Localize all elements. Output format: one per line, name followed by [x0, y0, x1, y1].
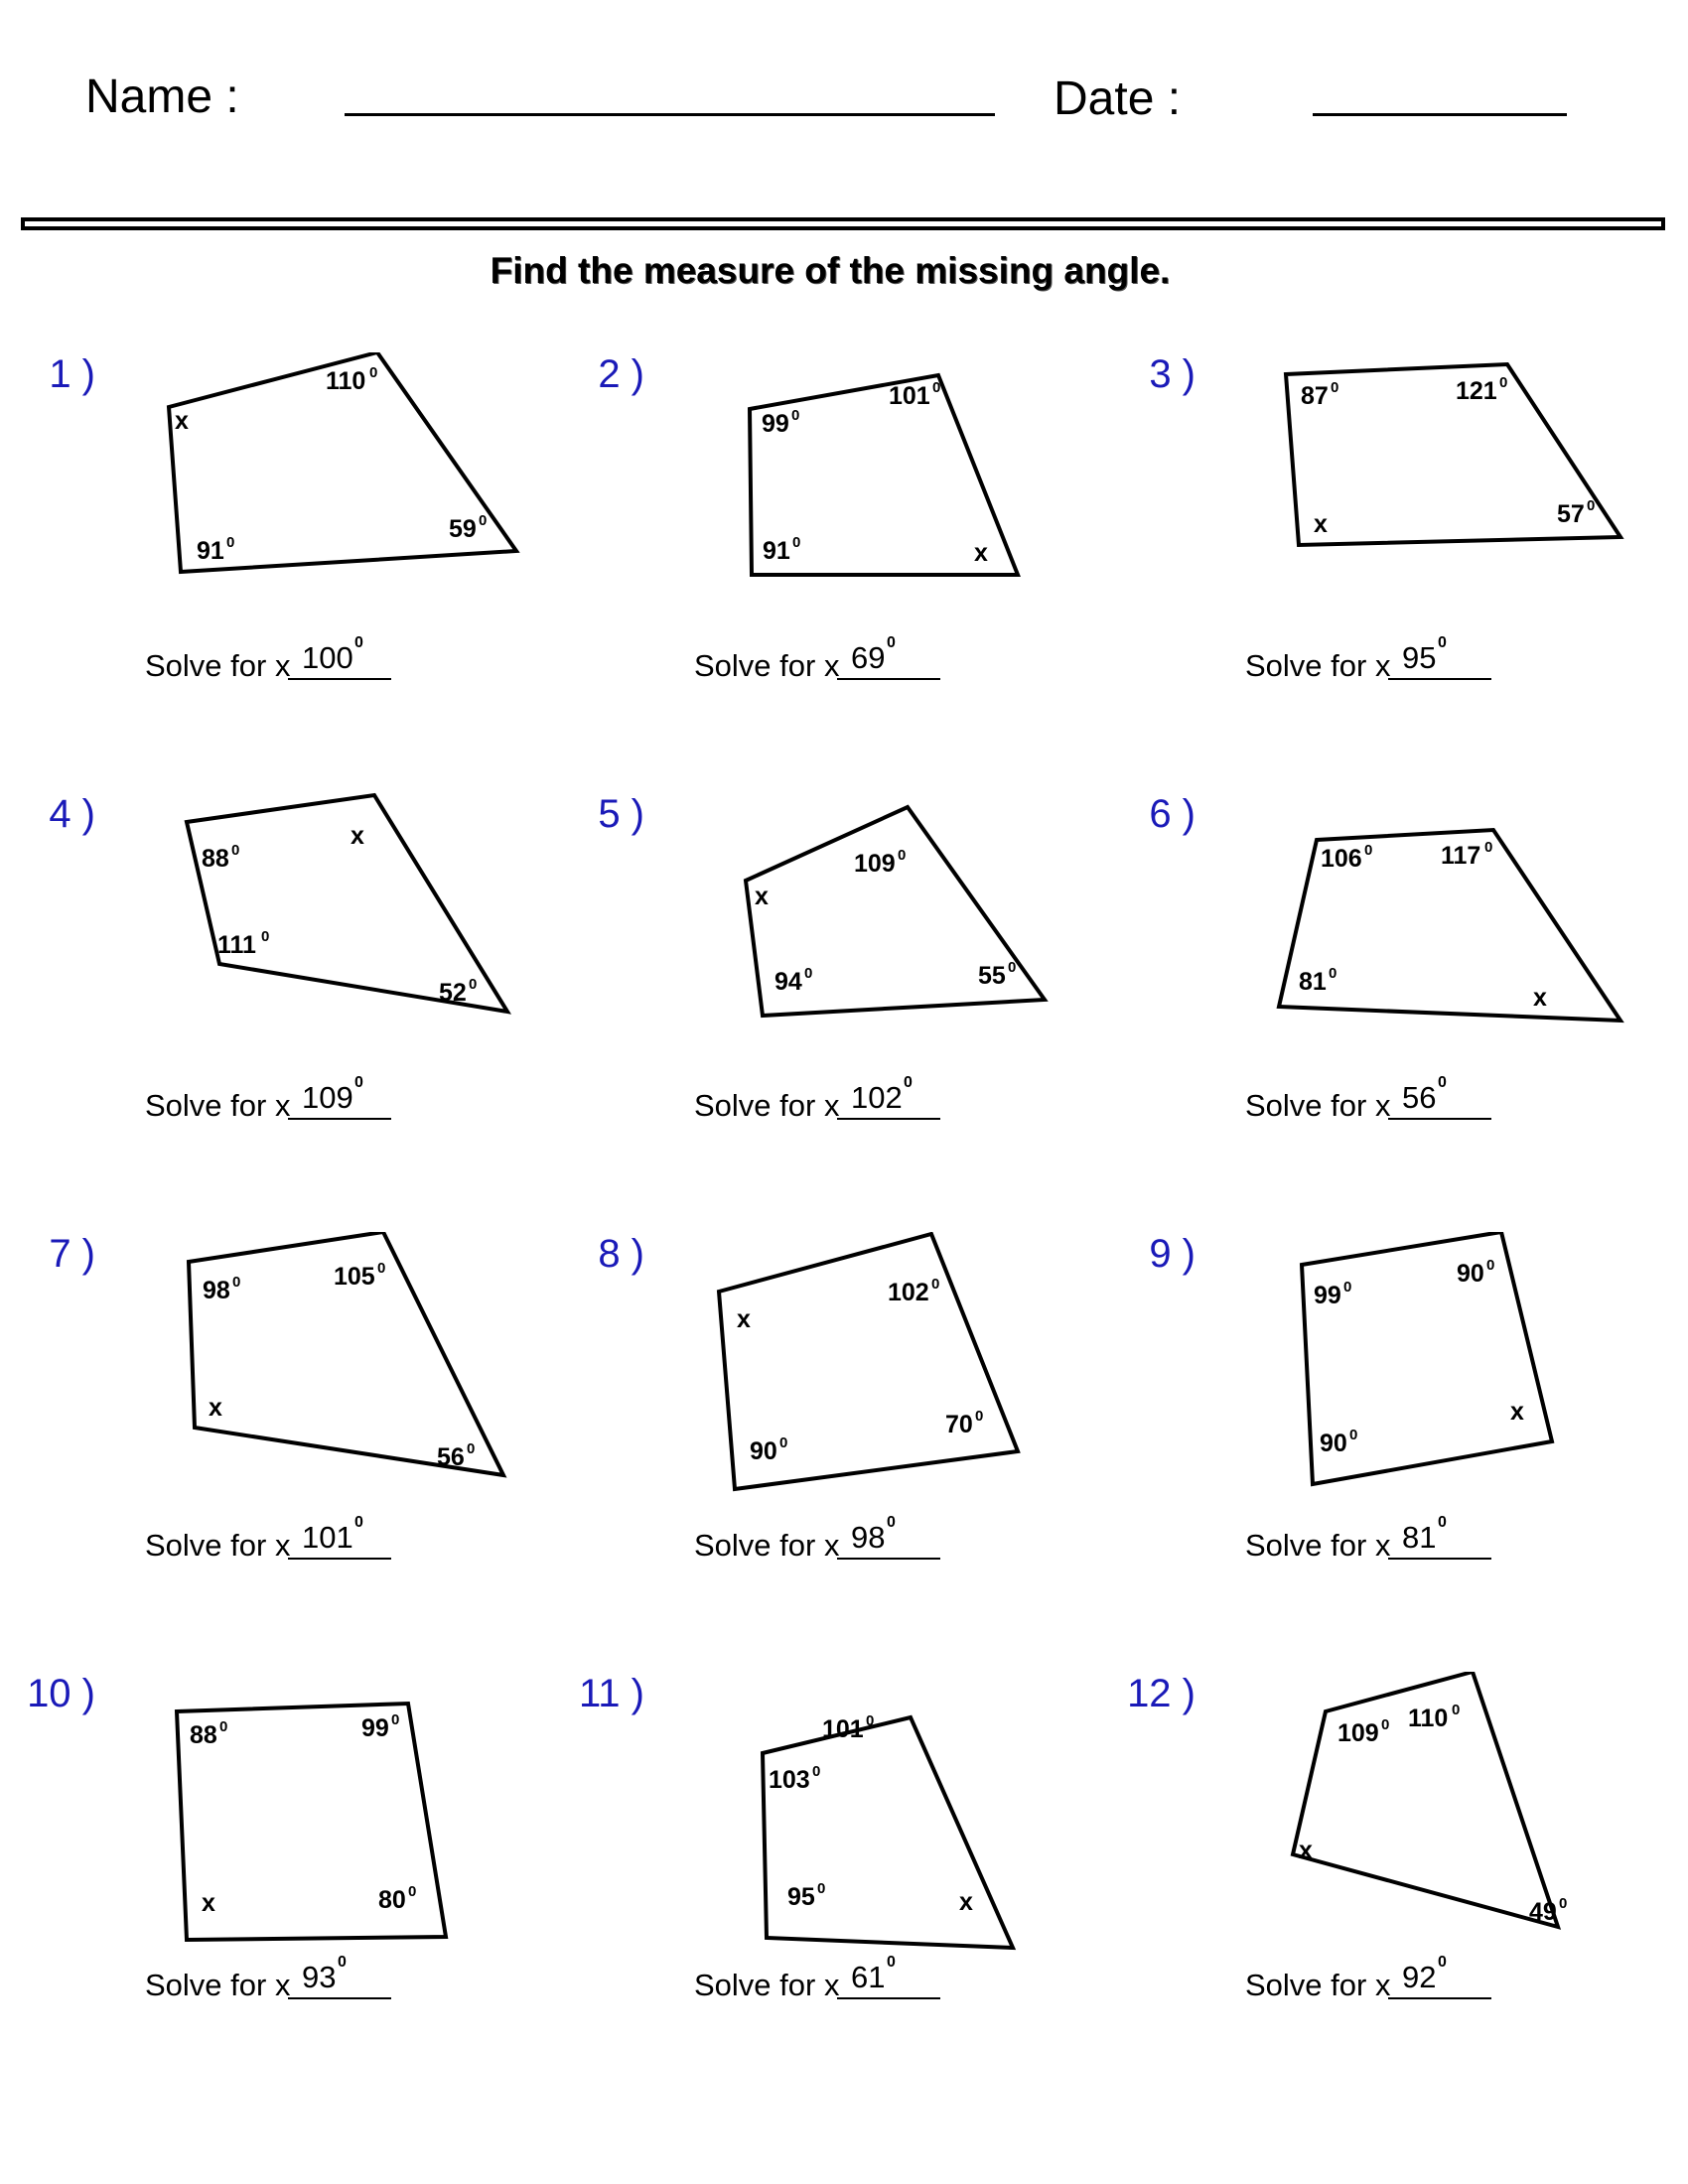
answer-value: 95: [1402, 640, 1437, 675]
problem-5: [549, 792, 1105, 1140]
quadrilateral-figure: [0, 352, 556, 650]
degree-mark: 0: [1329, 965, 1337, 982]
degree-mark: 0: [1484, 839, 1493, 856]
problem-8: [549, 1232, 1105, 1579]
angle-label-top-left: 98: [203, 1277, 230, 1304]
solve-for-x-label: Solve for x: [1245, 1088, 1391, 1123]
answer-value: 98: [851, 1520, 886, 1555]
degree-mark: 0: [231, 842, 240, 859]
date-input-line[interactable]: [1313, 113, 1567, 116]
problem-2: [549, 352, 1105, 700]
degree-mark: 0: [408, 1883, 417, 1900]
angle-label-top-right: 99: [361, 1714, 389, 1742]
problem-number: 8 ): [598, 1232, 644, 1276]
problem-10: [0, 1672, 556, 2019]
degree-mark: 0: [369, 364, 378, 381]
degree-mark: 0: [467, 1440, 476, 1457]
problem-number: 4 ): [49, 792, 95, 836]
solve-for-x-label: Solve for x: [1245, 1528, 1391, 1563]
angle-label-bottom-left: x: [209, 1394, 222, 1422]
angle-label-bottom-left: 90: [750, 1437, 777, 1465]
solve-for-x-label: Solve for x: [145, 648, 291, 683]
problem-number: 1 ): [49, 352, 95, 396]
quadrilateral-figure: [1100, 1232, 1656, 1530]
answer-field[interactable]: [837, 1954, 940, 1999]
degree-mark: 0: [812, 1763, 821, 1780]
quadrilateral-figure: [1100, 792, 1656, 1090]
degree-mark: 0: [779, 1434, 788, 1451]
angle-label-top-left: 88: [190, 1721, 217, 1749]
answer-field[interactable]: [288, 634, 391, 680]
angle-label-bottom-left: 94: [774, 968, 802, 996]
solve-for-x-label: Solve for x: [1245, 648, 1391, 683]
degree-mark: 0: [1499, 374, 1508, 391]
solve-for-x-label: Solve for x: [1245, 1968, 1391, 2002]
degree-mark: 0: [1364, 842, 1373, 859]
angle-label-bottom-left: 90: [1320, 1430, 1347, 1457]
degree-mark: 0: [1343, 1279, 1352, 1296]
answer-value: 69: [851, 640, 886, 675]
answer-field[interactable]: [837, 1514, 940, 1560]
answer-value: 81: [1402, 1520, 1437, 1555]
answer-field[interactable]: [1388, 634, 1491, 680]
angle-label-top-left: 103: [769, 1766, 810, 1794]
angle-label-top-left: 99: [762, 410, 789, 438]
answer-value: 56: [1402, 1080, 1437, 1115]
degree-mark: 0: [261, 928, 270, 945]
angle-label-top-left: 87: [1301, 382, 1329, 410]
name-input-line[interactable]: [345, 113, 995, 116]
angle-label-bottom-right: 49: [1529, 1898, 1557, 1926]
angle-label-bottom-left: 111: [217, 931, 256, 959]
degree-mark: 0: [1331, 379, 1339, 396]
angle-label-bottom-right: 52: [439, 979, 467, 1007]
degree-mark: 0: [469, 976, 478, 993]
degree-mark: 0: [791, 407, 800, 424]
answer-value: 102: [851, 1080, 903, 1115]
answer-degree-mark: 0: [338, 1954, 347, 1971]
angle-label-top-right: 102: [888, 1279, 929, 1306]
angle-label-top-right: 110: [326, 367, 366, 395]
problem-number: 3 ): [1149, 352, 1196, 396]
angle-label-top-right: 121: [1456, 377, 1497, 405]
degree-mark: 0: [226, 534, 235, 551]
degree-mark: 0: [1381, 1716, 1390, 1733]
angle-label-bottom-left: x: [202, 1889, 215, 1917]
angle-label-bottom-right: 56: [437, 1443, 465, 1471]
quadrilateral-figure: [549, 352, 1105, 650]
problem-number: 7 ): [49, 1232, 95, 1276]
answer-degree-mark: 0: [887, 634, 896, 651]
angle-label-bottom-right: 55: [978, 962, 1006, 990]
problem-number: 9 ): [1149, 1232, 1196, 1276]
solve-for-x-label: Solve for x: [145, 1528, 291, 1563]
degree-mark: 0: [866, 1712, 875, 1729]
degree-mark: 0: [1008, 959, 1017, 976]
degree-mark: 0: [1559, 1895, 1568, 1912]
angle-label-top-right: 117: [1441, 842, 1481, 870]
problem-number: 12 ): [1127, 1672, 1196, 1715]
degree-mark: 0: [219, 1718, 228, 1735]
solve-for-x-label: Solve for x: [694, 1528, 840, 1563]
angle-label-top-left: 88: [202, 845, 229, 873]
angle-label-bottom-right: 80: [378, 1886, 406, 1914]
angle-label-bottom-right: x: [974, 539, 988, 567]
angle-label-bottom-left: x: [1314, 510, 1328, 538]
degree-mark: 0: [391, 1711, 400, 1728]
header-divider: [21, 217, 1665, 230]
angle-label-top-right: x: [351, 822, 364, 850]
answer-value: 101: [302, 1520, 353, 1555]
degree-mark: 0: [377, 1260, 386, 1277]
angle-label-bottom-right: 57: [1557, 500, 1585, 528]
date-label: Date :: [1054, 72, 1182, 125]
degree-mark: 0: [975, 1408, 984, 1425]
solve-for-x-label: Solve for x: [694, 1968, 840, 2002]
answer-degree-mark: 0: [354, 634, 363, 651]
quadrilateral-figure: [0, 1672, 556, 1970]
angle-label-top-left: 106: [1321, 845, 1362, 873]
degree-mark: 0: [817, 1880, 826, 1897]
angle-label-top-right: 101: [822, 1715, 864, 1743]
answer-degree-mark: 0: [354, 1514, 363, 1531]
answer-field[interactable]: [837, 634, 940, 680]
problem-number: 2 ): [598, 352, 644, 396]
degree-mark: 0: [232, 1274, 241, 1291]
answer-field[interactable]: [288, 1074, 391, 1120]
angle-label-bottom-left: 81: [1299, 968, 1327, 996]
problem-number: 10 ): [27, 1672, 95, 1715]
solve-for-x-label: Solve for x: [145, 1088, 291, 1123]
degree-mark: 0: [1486, 1257, 1495, 1274]
degree-mark: 0: [932, 379, 941, 396]
degree-mark: 0: [1452, 1702, 1461, 1718]
name-label: Name :: [85, 70, 239, 123]
angle-label-top-right: 90: [1457, 1260, 1484, 1288]
degree-mark: 0: [792, 534, 801, 551]
answer-value: 100: [302, 640, 353, 675]
angle-label-bottom-right: x: [1510, 1398, 1524, 1426]
quadrilateral-figure: [549, 1232, 1105, 1530]
answer-field[interactable]: [1388, 1954, 1491, 1999]
angle-label-bottom-right: 59: [449, 515, 477, 543]
answer-degree-mark: 0: [887, 1514, 896, 1531]
problem-3: [1100, 352, 1656, 700]
solve-for-x-label: Solve for x: [145, 1968, 291, 2002]
answer-field[interactable]: [288, 1954, 391, 1999]
problem-7: [0, 1232, 556, 1579]
angle-label-bottom-left: x: [1299, 1837, 1313, 1864]
quadrilateral-figure: [1100, 352, 1656, 650]
degree-mark: 0: [898, 847, 907, 864]
degree-mark: 0: [479, 512, 488, 529]
angle-label-top-right: 110: [1408, 1705, 1449, 1732]
solve-for-x-label: Solve for x: [694, 648, 840, 683]
answer-field[interactable]: [1388, 1074, 1491, 1120]
degree-mark: 0: [931, 1276, 940, 1293]
angle-label-bottom-right: x: [959, 1888, 973, 1916]
answer-degree-mark: 0: [887, 1954, 896, 1971]
answer-field[interactable]: [288, 1514, 391, 1560]
angle-label-top-right: 109: [854, 850, 896, 878]
answer-value: 93: [302, 1960, 337, 1994]
angle-label-top-left: 99: [1314, 1282, 1341, 1309]
answer-degree-mark: 0: [1438, 634, 1447, 651]
quadrilateral-figure: [549, 1672, 1105, 1970]
angle-label-bottom-right: x: [1533, 984, 1547, 1012]
problem-11: [549, 1672, 1105, 2019]
angle-label-bottom-right: 70: [945, 1411, 973, 1438]
angle-label-top-right: 105: [334, 1263, 375, 1291]
problem-number: 6 ): [1149, 792, 1196, 836]
problem-number: 5 ): [598, 792, 644, 836]
angle-label-bottom-left: 91: [763, 537, 790, 565]
answer-value: 109: [302, 1080, 353, 1115]
answer-degree-mark: 0: [904, 1074, 913, 1091]
answer-degree-mark: 0: [354, 1074, 363, 1091]
quadrilateral-figure: [549, 792, 1105, 1090]
problem-4: [0, 792, 556, 1140]
problem-number: 11 ): [579, 1672, 644, 1715]
quadrilateral-outline: [763, 1717, 1013, 1948]
answer-degree-mark: 0: [1438, 1074, 1447, 1091]
quadrilateral-figure: [1100, 1672, 1656, 1970]
answer-field[interactable]: [1388, 1514, 1491, 1560]
answer-value: 61: [851, 1960, 886, 1994]
degree-mark: 0: [1349, 1427, 1358, 1443]
problem-1: [0, 352, 556, 700]
problem-6: [1100, 792, 1656, 1140]
answer-degree-mark: 0: [1438, 1514, 1447, 1531]
problem-12: [1100, 1672, 1656, 2019]
quadrilateral-figure: [0, 792, 556, 1090]
degree-mark: 0: [1587, 497, 1596, 514]
degree-mark: 0: [804, 965, 813, 982]
angle-label-top-left: 109: [1337, 1719, 1379, 1747]
problem-9: [1100, 1232, 1656, 1579]
angle-label-top-left: x: [755, 883, 769, 910]
answer-degree-mark: 0: [1438, 1954, 1447, 1971]
answer-value: 92: [1402, 1960, 1437, 1994]
angle-label-bottom-left: 91: [197, 537, 224, 565]
solve-for-x-label: Solve for x: [694, 1088, 840, 1123]
angle-label-top-right: 101: [889, 382, 930, 410]
angle-label-top-left: x: [737, 1305, 751, 1333]
angle-label-bottom-left: 95: [787, 1883, 815, 1911]
angle-label-top-left: x: [175, 407, 189, 435]
instructions: Find the measure of the missing angle.: [490, 250, 1171, 291]
quadrilateral-figure: [0, 1232, 556, 1530]
answer-field[interactable]: [837, 1074, 940, 1120]
